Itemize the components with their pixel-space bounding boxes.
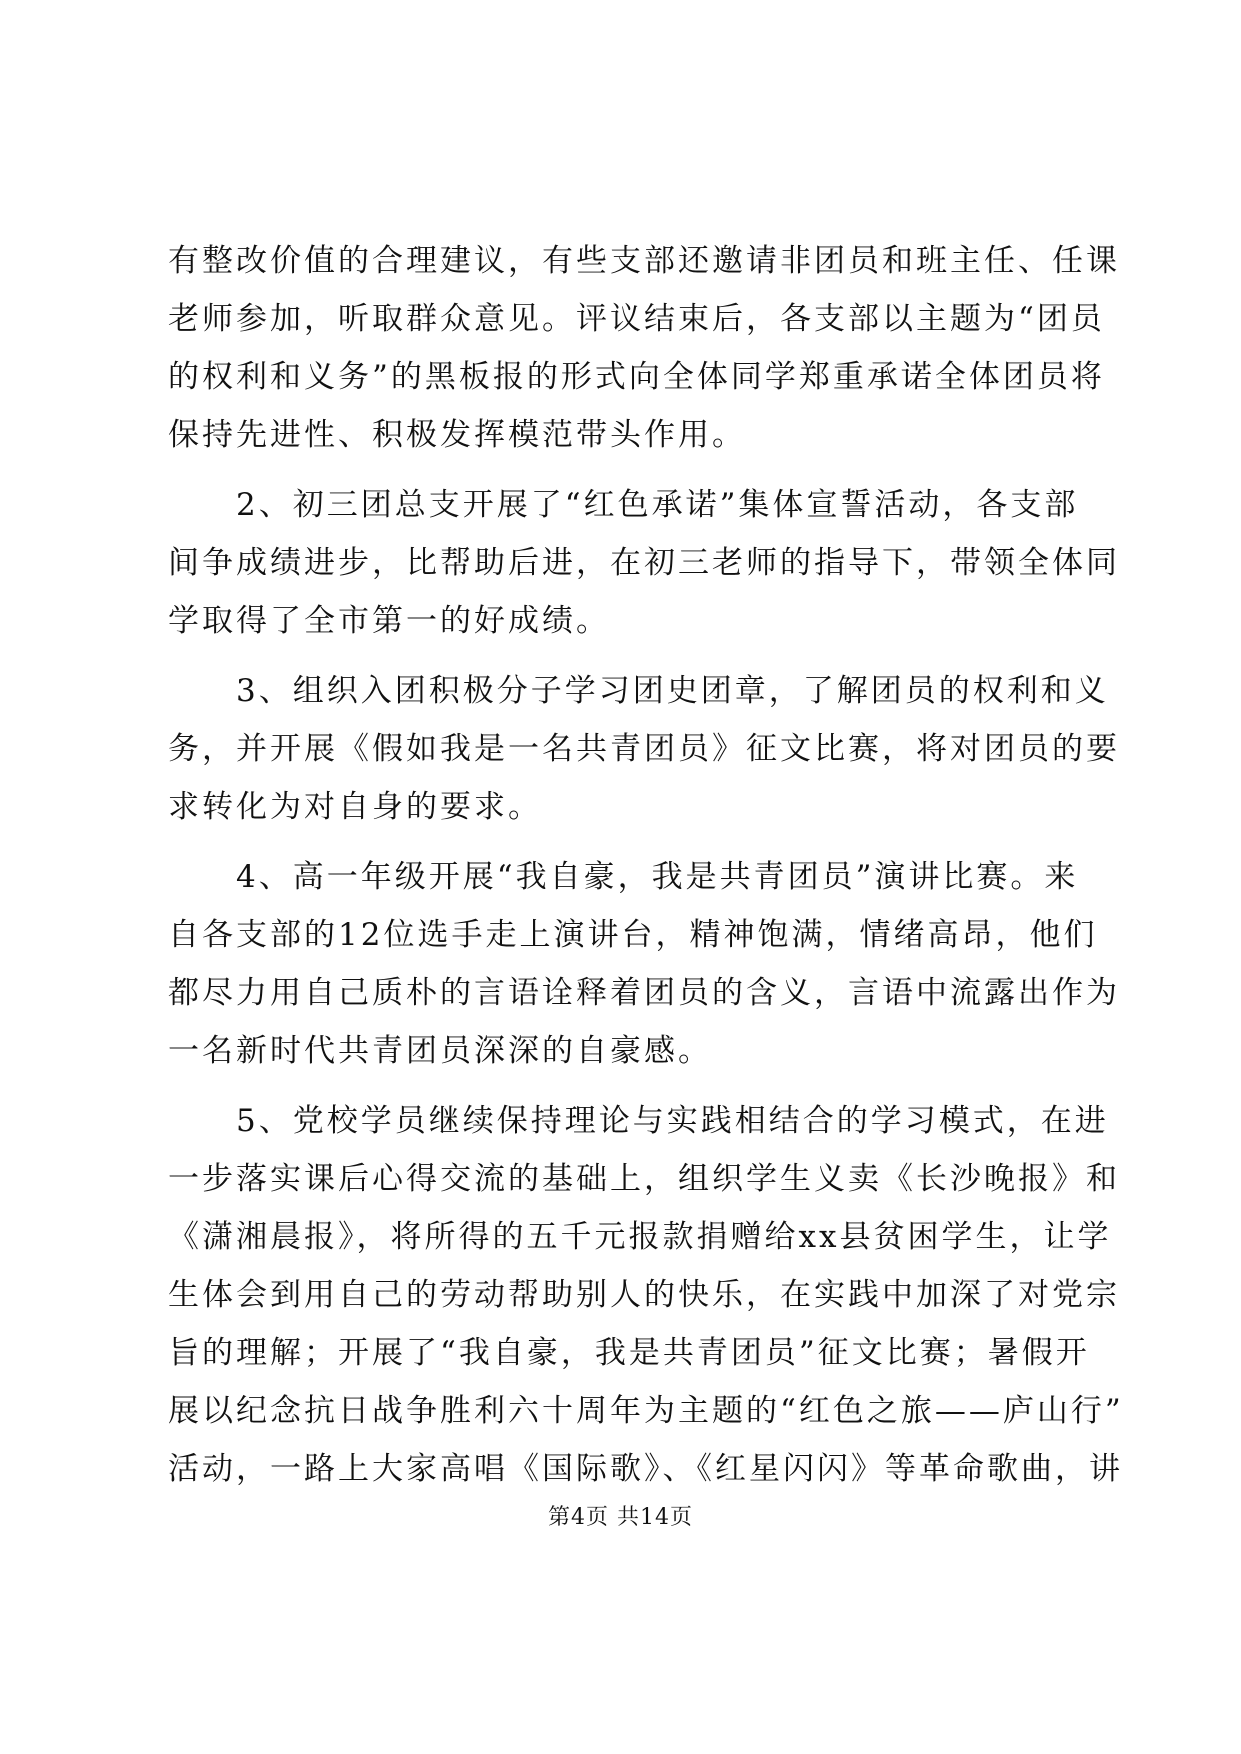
paragraph-gap <box>168 836 1084 848</box>
paragraph-4 <box>168 848 1120 1080</box>
paragraph-5 <box>168 1092 1124 1498</box>
text-line: 一名新时代共青团员深深的自豪感。 <box>168 1033 712 1069</box>
document-body <box>168 232 1124 1498</box>
text-line: 的权利和义务”的黑板报的形式向全体同学郑重承诺全体团员将 <box>168 359 1105 395</box>
text-line: 老师参加，听取群众意见。评议结束后，各支部以主题为“团员 <box>168 301 1105 337</box>
text-line: 有整改价值的合理建议，有些支部还邀请非团员和班主任、任课 <box>168 243 1120 279</box>
text-line: 2、初三团总支开展了“红色承诺”集体宣誓活动，各支部 <box>168 487 1079 523</box>
page-number-footer: 第4页 共14页 <box>548 1505 693 1530</box>
text-line: 求转化为对自身的要求。 <box>168 789 542 825</box>
text-line: 活动，一路上大家高唱《国际歌》、《红星闪闪》等革命歌曲，讲 <box>168 1451 1123 1487</box>
text-line: 保持先进性、积极发挥模范带头作用。 <box>168 417 746 453</box>
text-line: 4、高一年级开展“我自豪，我是共青团员”演讲比赛。来 <box>168 859 1079 895</box>
text-line: 务，并开展《假如我是一名共青团员》征文比赛，将对团员的要 <box>168 731 1120 767</box>
text-line: 一步落实课后心得交流的基础上，组织学生义卖《长沙晚报》和 <box>168 1161 1120 1197</box>
text-line: 都尽力用自己质朴的言语诠释着团员的含义，言语中流露出作为 <box>168 975 1120 1011</box>
paragraph-gap <box>168 464 1084 476</box>
text-line: 自各支部的12位选手走上演讲台，精神饱满，情绪高昂，他们 <box>168 917 1098 953</box>
paragraph-2 <box>168 476 1120 650</box>
text-line: 旨的理解；开展了“我自豪，我是共青团员”征文比赛；暑假开 <box>168 1335 1090 1371</box>
text-line: 间争成绩进步，比帮助后进，在初三老师的指导下，带领全体同 <box>168 545 1120 581</box>
paragraph-gap <box>168 650 1084 662</box>
text-line: 5、党校学员继续保持理论与实践相结合的学习模式，在进 <box>168 1103 1109 1139</box>
paragraph-3 <box>168 662 1120 836</box>
text-line: 3、组织入团积极分子学习团史团章，了解团员的权利和义 <box>168 673 1109 709</box>
text-line: 学取得了全市第一的好成绩。 <box>168 603 610 639</box>
paragraph-1 <box>168 232 1120 464</box>
text-line: 展以纪念抗日战争胜利六十周年为主题的“红色之旅——庐山行” <box>168 1393 1124 1429</box>
text-line: 生体会到用自己的劳动帮助别人的快乐，在实践中加深了对党宗 <box>168 1277 1120 1313</box>
text-line: 《潇湘晨报》，将所得的五千元报款捐赠给xx县贫困学生，让学 <box>168 1219 1112 1255</box>
paragraph-gap <box>168 1080 1084 1092</box>
